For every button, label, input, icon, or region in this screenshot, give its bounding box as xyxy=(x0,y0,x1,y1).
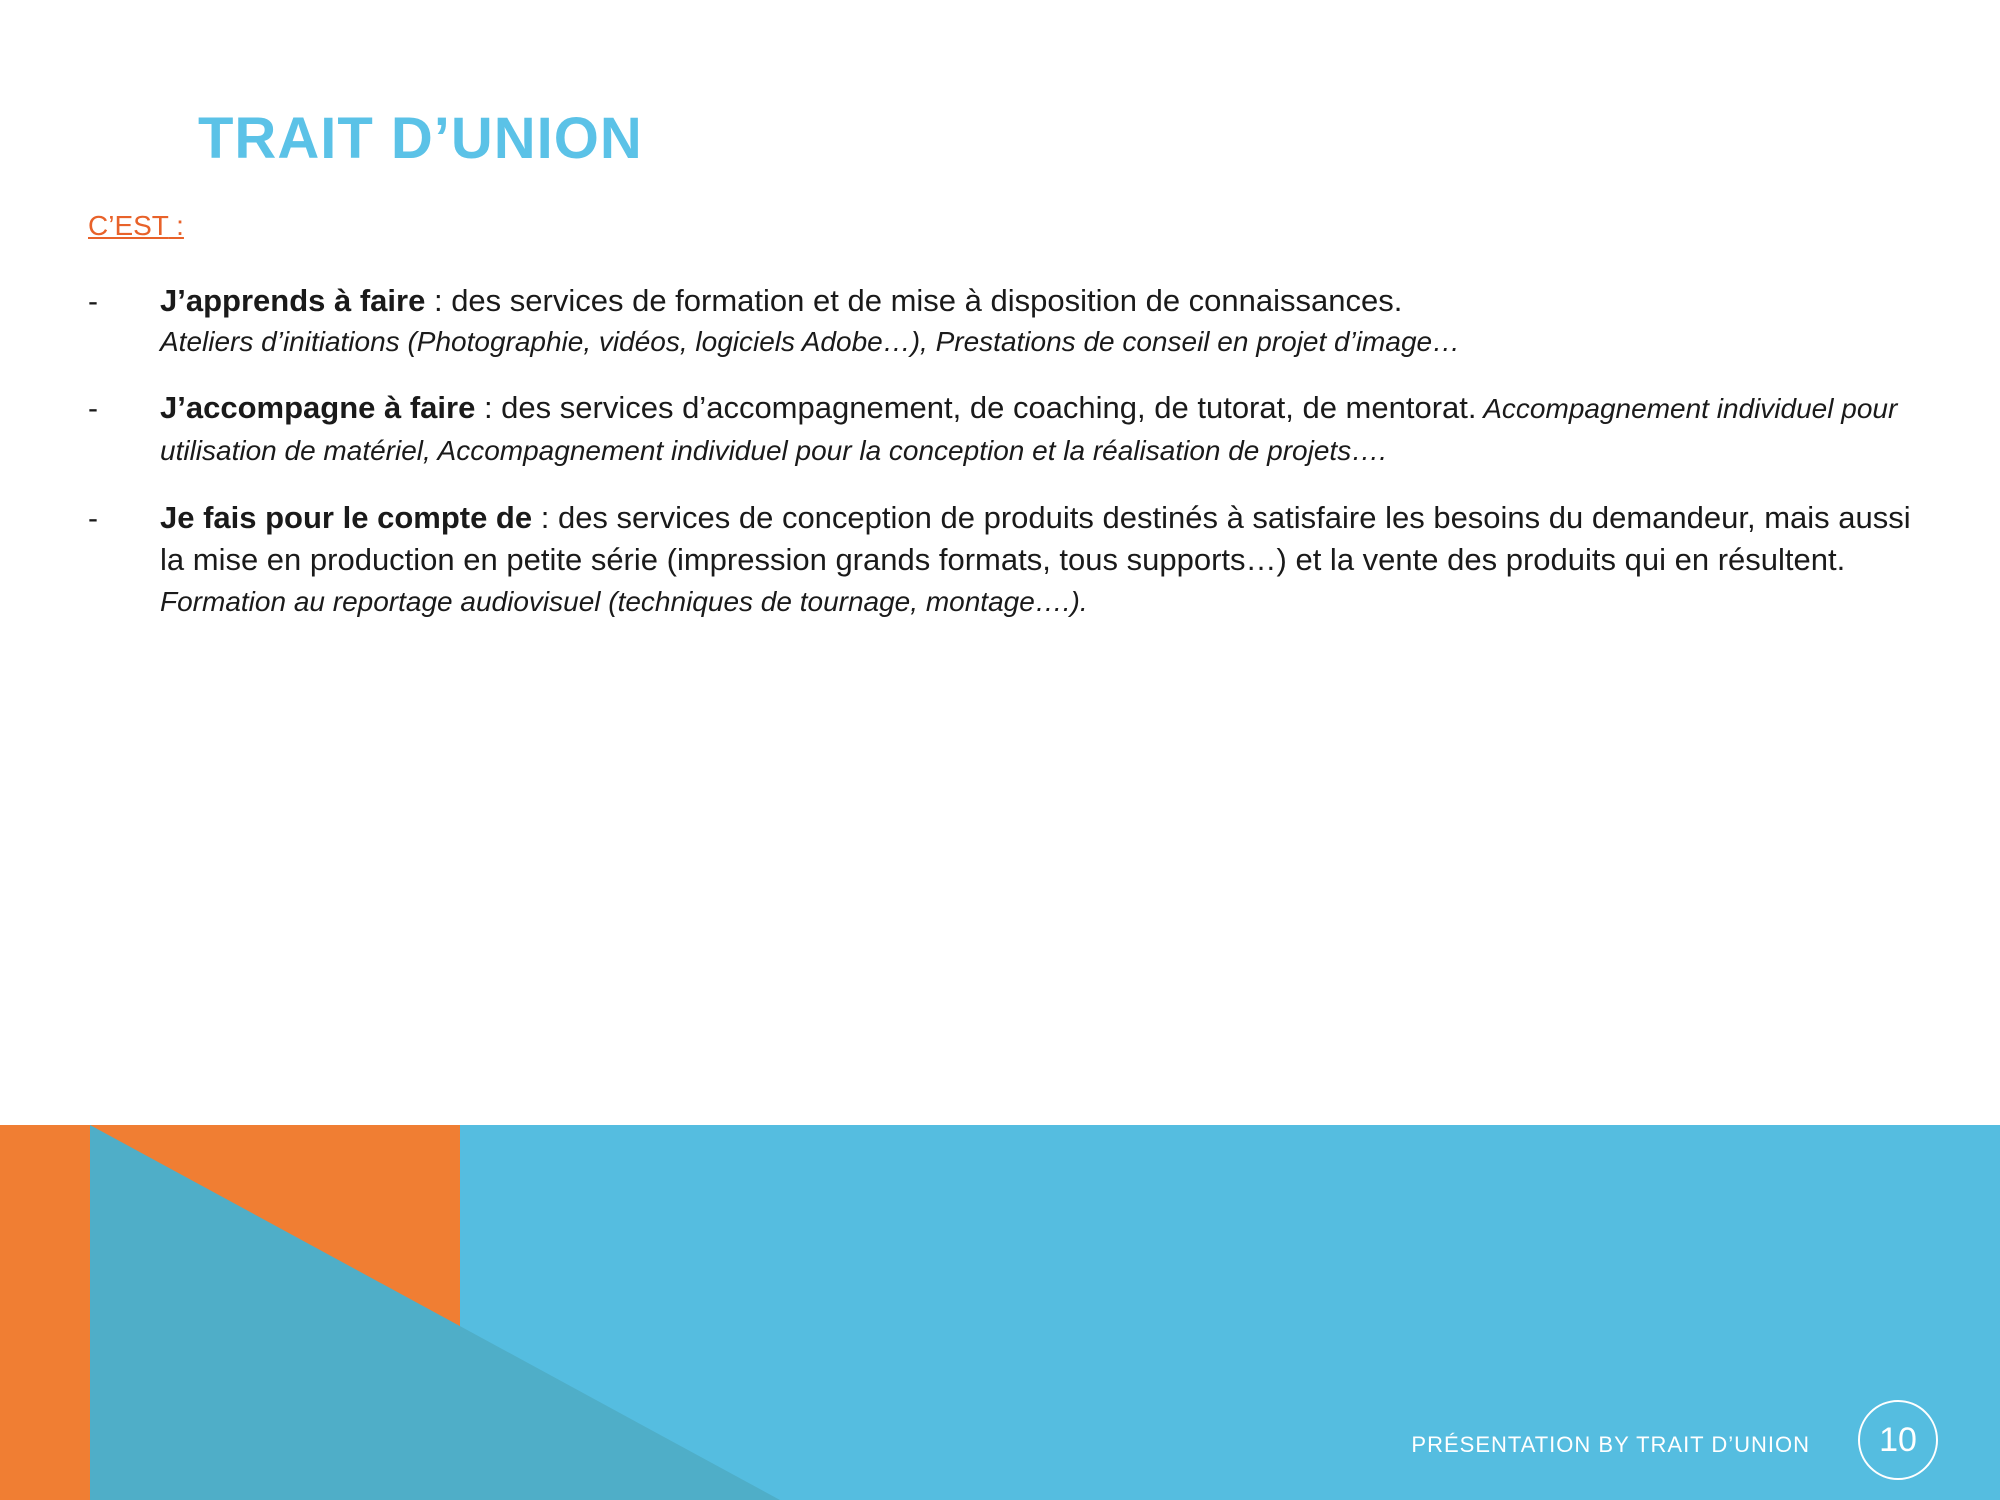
list-item xyxy=(88,497,1928,623)
bullet-italic-note: Ateliers d’initiations (Photographie, vidéos, logiciels Adobe…), Prestations de conseil en projet d’image… xyxy=(160,325,1461,357)
bullet-body: des services de formation et de mise à disposition de connaissances. xyxy=(451,283,1403,318)
section-label xyxy=(88,210,184,242)
list-item xyxy=(88,387,1928,471)
bullet-body: des services de conception de produits destinés à satisfaire les besoins du demandeur, mais aussi la mise en production en petite série (impression grands formats, tous supports…) et la vente des produits qui en résultent. xyxy=(160,499,1911,577)
bullet-marker: - xyxy=(88,501,98,535)
bullet-italic-note: Accompagnement individuel pour utilisation de matériel, Accompagnement individuel pour la conception et la réalisation de projets…. xyxy=(160,393,1898,466)
bullet-lead: J’apprends à faire xyxy=(160,283,426,318)
bullet-list xyxy=(88,280,1928,648)
bullet-separator: : xyxy=(475,390,502,426)
section-label-colon: : xyxy=(168,210,184,241)
bullet-marker: - xyxy=(88,392,98,426)
list-item xyxy=(88,280,1928,361)
bullet-content xyxy=(160,497,1928,623)
bullet-body: des services d’accompagnement, de coaching, de tutorat, de mentorat. xyxy=(501,390,1477,426)
bullet-separator: : xyxy=(425,283,452,318)
section-label-text: C’EST xyxy=(88,210,169,241)
bullet-italic-note: Formation au reportage audiovisuel (techniques de tournage, montage….). xyxy=(160,586,1088,618)
bullet-content xyxy=(160,387,1928,471)
bullet-marker: - xyxy=(88,285,98,318)
bullet-lead: J’accompagne à faire xyxy=(160,390,476,426)
page-number-badge xyxy=(1858,1400,1938,1480)
page-title: TRAIT D’UNION xyxy=(198,106,643,171)
footer-decoration xyxy=(0,1125,2000,1500)
footer-label: PRÉSENTATION BY TRAIT D’UNION xyxy=(1411,1432,1810,1457)
page-number: 10 xyxy=(1879,1420,1917,1459)
bullet-lead: Je fais pour le compte de xyxy=(160,499,533,535)
bullet-separator: : xyxy=(532,499,558,535)
band-triangle-shape xyxy=(90,1125,780,1500)
bullet-content xyxy=(160,280,1928,361)
